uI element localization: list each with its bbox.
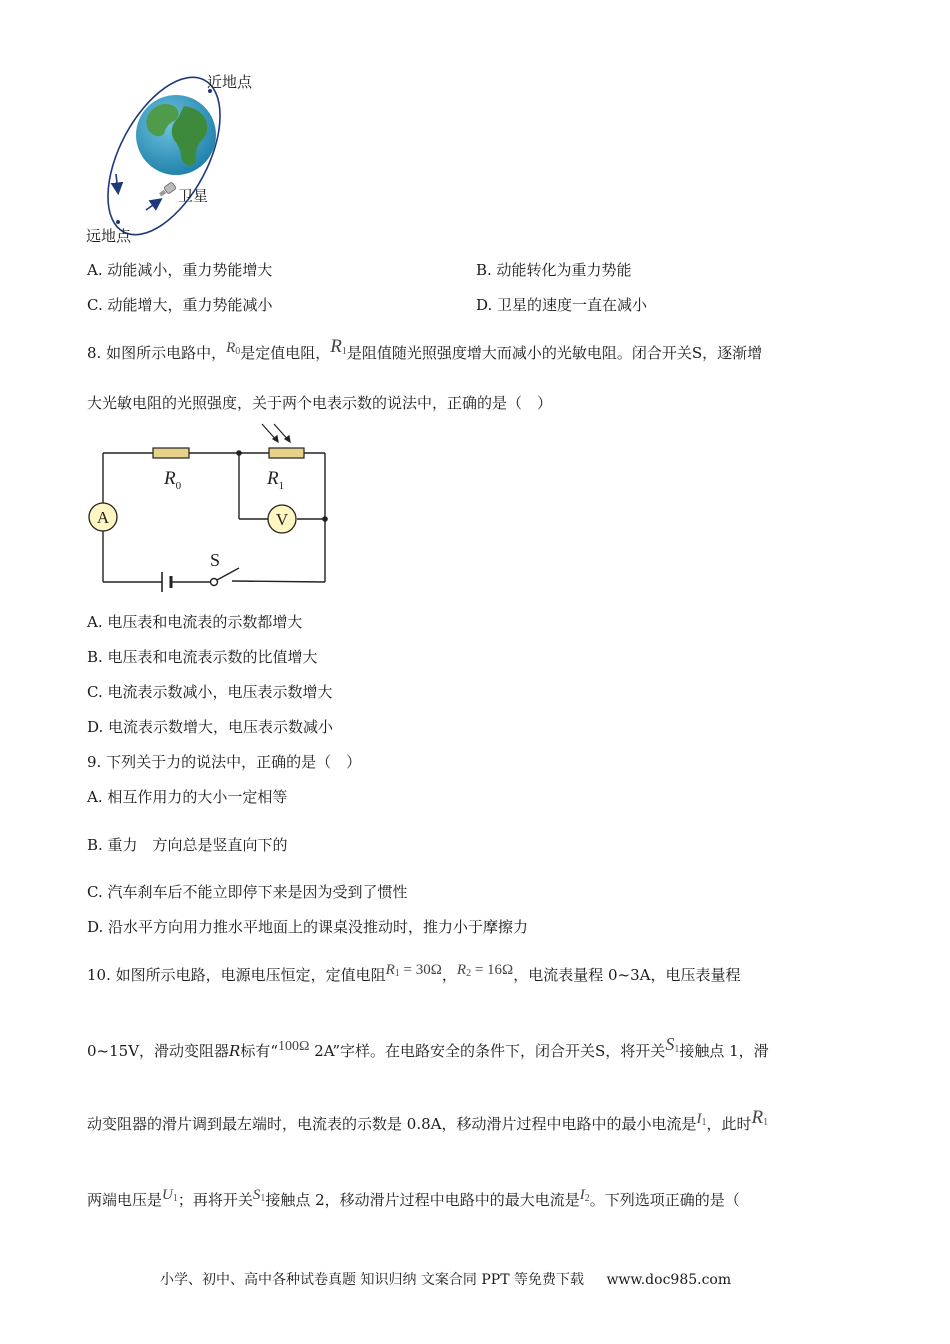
math-i2: I2 <box>579 1187 590 1204</box>
q8-option-d: D. 电流表示数增大，电压表示数减小 <box>87 718 334 736</box>
circuit-diagram-q8 <box>86 420 346 600</box>
light-arrows-icon <box>262 424 290 442</box>
circuit-r0-label: $R_0$ <box>164 468 182 492</box>
q9-option-b: B. 重力 方向总是竖直向下的 <box>87 836 288 854</box>
junction-dot <box>322 516 328 522</box>
junction-dot <box>236 450 242 456</box>
ammeter-label: A <box>96 508 110 527</box>
satellite-icon <box>158 182 177 198</box>
resistor-r0 <box>153 448 189 458</box>
math-r0: R0 <box>226 340 241 357</box>
satellite-label: 卫星 <box>178 187 209 205</box>
q7-option-d: D. 卫星的速度一直在减小 <box>476 296 648 314</box>
switch-label: S <box>210 550 221 570</box>
apogee-dot <box>116 220 120 224</box>
apogee-label: 远地点 <box>86 227 132 245</box>
footer-link[interactable]: www.doc985.com <box>606 1272 732 1288</box>
battery-icon <box>162 572 171 592</box>
math-s1: S1 <box>665 1034 680 1055</box>
math-r1: R1 <box>751 1107 769 1128</box>
q9-option-c: C. 汽车刹车后不能立即停下来是因为受到了惯性 <box>87 883 408 901</box>
q9-option-a: A. 相互作用力的大小一定相等 <box>87 788 288 806</box>
math-u1: U1 <box>162 1187 178 1204</box>
footer <box>160 1270 731 1290</box>
voltmeter-label: V <box>275 510 289 529</box>
q7-option-b: B. 动能转化为重力势能 <box>476 261 632 279</box>
q10-stem-line3: 动变阻器的滑片调到最左端时，电流表的示数是 0.8A，移动滑片过程中电路中的最小电流是I1，此时R1 <box>87 1107 769 1133</box>
math-r1: R1 <box>330 336 347 357</box>
math-r2-value: R2 = 16Ω <box>456 962 514 979</box>
q8-option-c: C. 电流表示数减小，电压表示数增大 <box>87 683 333 701</box>
q7-option-c: C. 动能增大，重力势能减小 <box>87 296 273 314</box>
orbit-arrow <box>146 200 160 210</box>
math-r1-value: R1 = 30Ω <box>385 962 442 979</box>
q8-option-a: A. 电压表和电流表的示数都增大 <box>87 613 303 631</box>
q8-stem-line2: 大光敏电阻的光照强度，关于两个电表示数的说法中，正确的是（ ） <box>87 394 553 412</box>
resistor-r1 <box>269 448 304 458</box>
q9-stem: 9. 下列关于力的说法中，正确的是（ ） <box>87 753 362 771</box>
q10-stem-line2: 0~15V，滑动变阻器R标有“100Ω 2A”字样。在电路安全的条件下，闭合开关S，将开关S1接触点 1，滑 <box>87 1034 769 1060</box>
math-i1: I1 <box>696 1111 707 1128</box>
q8-option-b: B. 电压表和电流表示数的比值增大 <box>87 648 318 666</box>
switch-icon <box>211 568 240 586</box>
q7-option-a: A. 动能减小，重力势能增大 <box>87 261 273 279</box>
circuit-r1-label: $R_1$ <box>267 468 285 492</box>
q9-option-d: D. 沿水平方向用力推水平地面上的课桌没推动时，推力小于摩擦力 <box>87 918 529 936</box>
q10-stem-line4: 两端电压是U1；再将开关S1接触点 2，移动滑片过程中电路中的最大电流是I2。下列选项正确的是（ <box>87 1187 740 1209</box>
orbit-arrow <box>116 174 118 192</box>
perigee-label: 近地点 <box>207 73 253 91</box>
footer-text: 小学、初中、高中各种试卷真题 知识归纳 文案合同 PPT 等免费下载 <box>160 1272 584 1288</box>
q8-stem-line1: 8. 如图所示电路中，R0是定值电阻，R1是阻值随光照强度增大而减小的光敏电阻。闭合开关S，逐渐增 <box>87 336 763 362</box>
math-s1: S1 <box>252 1187 266 1204</box>
q10-stem-line1: 10. 如图所示电路，电源电压恒定，定值电阻R1 = 30Ω，R2 = 16Ω，电流表量程 0~3A，电压表量程 <box>87 962 741 984</box>
